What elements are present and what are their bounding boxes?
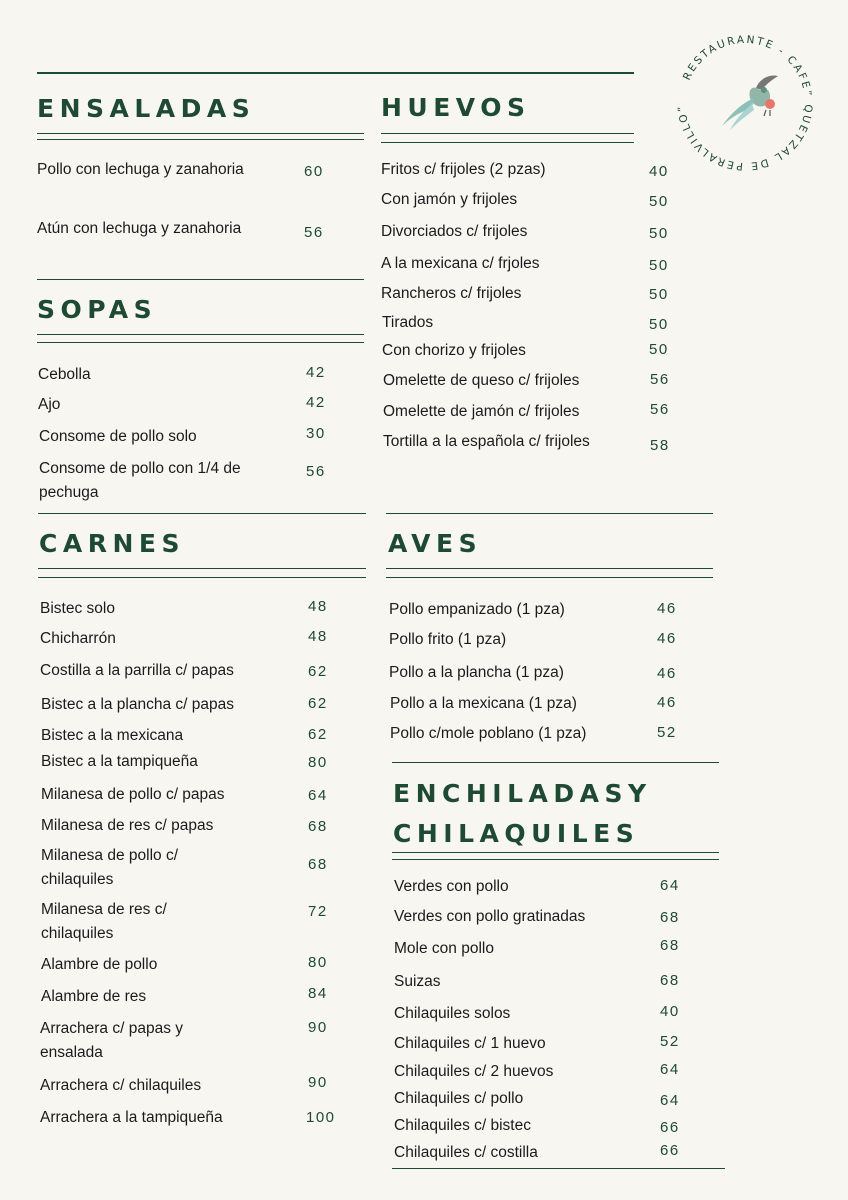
menu-item-name: Bistec a la mexicana bbox=[41, 727, 184, 744]
menu-item-price: 58 bbox=[650, 437, 670, 454]
restaurant-logo bbox=[660, 18, 830, 188]
divider bbox=[38, 568, 366, 569]
menu-item-name: Atún con lechuga y zanahoria bbox=[37, 220, 242, 237]
menu-item-price: 46 bbox=[657, 694, 677, 711]
divider bbox=[37, 133, 364, 134]
menu-item-price: 66 bbox=[660, 1119, 680, 1136]
menu-item-price: 68 bbox=[660, 937, 680, 954]
menu-item-name: Bistec a la tampiqueña bbox=[41, 753, 198, 770]
section-title-sopas: SOPAS bbox=[37, 295, 158, 324]
top-rule bbox=[37, 72, 634, 74]
menu-item-price: 42 bbox=[306, 364, 326, 381]
menu-item-name: Chilaquiles c/ bistec bbox=[394, 1117, 531, 1134]
menu-item-price: 80 bbox=[308, 954, 328, 971]
divider bbox=[392, 852, 719, 853]
menu-item-name: Omelette de jamón c/ frijoles bbox=[383, 403, 580, 420]
menu-item-price: 66 bbox=[660, 1142, 680, 1159]
section-title-huevos: HUEVOS bbox=[381, 93, 531, 122]
menu-item-name: Consome de pollo con 1/4 de pechuga bbox=[39, 460, 241, 501]
divider bbox=[37, 334, 364, 335]
quetzal-bird-icon bbox=[722, 76, 778, 131]
divider bbox=[37, 139, 364, 140]
menu-item-name: Pollo c/mole poblano (1 pza) bbox=[390, 725, 587, 742]
menu-item-price: 62 bbox=[308, 726, 328, 743]
menu-item-price: 68 bbox=[308, 818, 328, 835]
menu-item-price: 50 bbox=[649, 316, 669, 333]
menu-item-price: 62 bbox=[308, 695, 328, 712]
menu-item-price: 56 bbox=[306, 463, 326, 480]
menu-item-price: 50 bbox=[649, 257, 669, 274]
section-title-ensaladas: ENSALADAS bbox=[37, 94, 256, 123]
quetzal-seal bbox=[660, 18, 830, 188]
menu-item-price: 56 bbox=[304, 224, 324, 241]
menu-item-name: Costilla a la parrilla c/ papas bbox=[40, 662, 234, 679]
menu-item-price: 56 bbox=[650, 401, 670, 418]
menu-item-price: 80 bbox=[308, 754, 328, 771]
menu-item-name: Consome de pollo solo bbox=[39, 428, 197, 445]
menu-item-name: Verdes con pollo bbox=[394, 878, 509, 895]
divider bbox=[392, 1168, 725, 1169]
menu-item-price: 50 bbox=[649, 341, 669, 358]
divider bbox=[386, 577, 713, 578]
menu-item-name: Con jamón y frijoles bbox=[381, 191, 518, 208]
menu-item-price: 68 bbox=[308, 856, 328, 873]
menu-item-name: Milanesa de res c/ papas bbox=[41, 817, 214, 834]
menu-item-name: Divorciados c/ frijoles bbox=[381, 223, 528, 240]
section-title-chilaquiles: CHILAQUILES bbox=[393, 819, 640, 848]
menu-item-price: 50 bbox=[649, 225, 669, 242]
menu-item-name: Chilaquiles c/ pollo bbox=[394, 1090, 524, 1107]
menu-item-price: 90 bbox=[308, 1074, 328, 1091]
menu-item-price: 30 bbox=[306, 425, 326, 442]
menu-item-name: Con chorizo y frijoles bbox=[382, 342, 526, 359]
divider bbox=[386, 513, 713, 514]
menu-item-price: 62 bbox=[308, 663, 328, 680]
menu-item-price: 64 bbox=[660, 1092, 680, 1109]
menu-item-price: 64 bbox=[660, 877, 680, 894]
menu-item-name: Verdes con pollo gratinadas bbox=[394, 908, 586, 925]
menu-item-name: Fritos c/ frijoles (2 pzas) bbox=[381, 161, 546, 178]
divider bbox=[38, 577, 366, 578]
menu-item-name: Chilaquiles c/ 2 huevos bbox=[394, 1063, 554, 1080]
menu-item-price: 46 bbox=[657, 630, 677, 647]
menu-item-price: 84 bbox=[308, 985, 328, 1002]
divider bbox=[37, 342, 364, 343]
menu-item-name: Arrachera c/ papas y ensalada bbox=[40, 1020, 184, 1061]
menu-item-name: Chilaquiles c/ costilla bbox=[394, 1144, 538, 1161]
divider bbox=[381, 133, 634, 134]
menu-item-name: Milanesa de res c/ chilaquiles bbox=[41, 901, 167, 942]
menu-item-name: Bistec a la plancha c/ papas bbox=[41, 696, 235, 713]
menu-item-price: 50 bbox=[649, 193, 669, 210]
menu-item-price: 48 bbox=[308, 598, 328, 615]
logo-text: RESTAURANTE - CAFE” QUETZAL DE PERALVILLO” bbox=[675, 33, 815, 173]
section-title-aves: AVES bbox=[388, 529, 483, 558]
menu-item-name: Chicharrón bbox=[40, 630, 116, 647]
menu-item-name: Cebolla bbox=[38, 366, 91, 383]
menu-item-price: 72 bbox=[308, 903, 328, 920]
divider bbox=[37, 279, 364, 280]
section-title-carnes: CARNES bbox=[39, 529, 185, 558]
menu-item-name: Pollo con lechuga y zanahoria bbox=[37, 161, 244, 178]
menu-item-price: 64 bbox=[308, 787, 328, 804]
menu-item-name: Arrachera c/ chilaquiles bbox=[40, 1077, 202, 1094]
menu-item-name: Arrachera a la tampiqueña bbox=[40, 1109, 223, 1126]
divider bbox=[392, 859, 719, 860]
divider bbox=[392, 762, 719, 763]
menu-item-name: Mole con pollo bbox=[394, 940, 494, 957]
menu-item-name: Alambre de pollo bbox=[41, 956, 158, 973]
section-title-enchiladas: ENCHILADASY bbox=[393, 779, 652, 808]
menu-item-price: 52 bbox=[660, 1033, 680, 1050]
menu-item-price: 48 bbox=[308, 628, 328, 645]
menu-item-name: Alambre de res bbox=[41, 988, 147, 1005]
menu-item-price: 90 bbox=[308, 1019, 328, 1036]
menu-item-name: Suizas bbox=[394, 973, 441, 990]
menu-item-name: Milanesa de pollo c/ chilaquiles bbox=[41, 847, 178, 888]
menu-item-name: Rancheros c/ frijoles bbox=[381, 285, 522, 302]
menu-item-price: 42 bbox=[306, 394, 326, 411]
menu-item-price: 50 bbox=[649, 286, 669, 303]
menu-item-price: 64 bbox=[660, 1061, 680, 1078]
menu-item-name: Omelette de queso c/ frijoles bbox=[383, 372, 580, 389]
divider bbox=[381, 142, 634, 143]
menu-item-name: Tortilla a la española c/ frijoles bbox=[383, 433, 590, 450]
menu-item-name: Chilaquiles c/ 1 huevo bbox=[394, 1035, 546, 1052]
menu-item-name: Pollo frito (1 pza) bbox=[389, 631, 507, 648]
menu-item-price: 100 bbox=[306, 1109, 336, 1126]
menu-item-price: 40 bbox=[649, 163, 669, 180]
menu-item-name: Bistec solo bbox=[40, 600, 115, 617]
menu-item-name: Chilaquiles solos bbox=[394, 1005, 511, 1022]
menu-item-name: Pollo a la mexicana (1 pza) bbox=[390, 695, 577, 712]
menu-item-price: 56 bbox=[650, 371, 670, 388]
menu-item-name: Tirados bbox=[382, 314, 434, 331]
menu-item-price: 46 bbox=[657, 665, 677, 682]
menu-item-price: 46 bbox=[657, 600, 677, 617]
menu-item-price: 60 bbox=[304, 163, 324, 180]
menu-item-price: 68 bbox=[660, 909, 680, 926]
menu-item-name: Ajo bbox=[38, 396, 61, 413]
menu-item-name: Pollo a la plancha (1 pza) bbox=[389, 664, 564, 681]
menu-item-price: 52 bbox=[657, 724, 677, 741]
menu-item-price: 40 bbox=[660, 1003, 680, 1020]
divider bbox=[386, 568, 713, 569]
divider bbox=[38, 513, 366, 514]
menu-item-name: Pollo empanizado (1 pza) bbox=[389, 601, 565, 618]
menu-item-name: A la mexicana c/ frjoles bbox=[381, 255, 540, 272]
menu-item-name: Milanesa de pollo c/ papas bbox=[41, 786, 225, 803]
menu-item-price: 68 bbox=[660, 972, 680, 989]
